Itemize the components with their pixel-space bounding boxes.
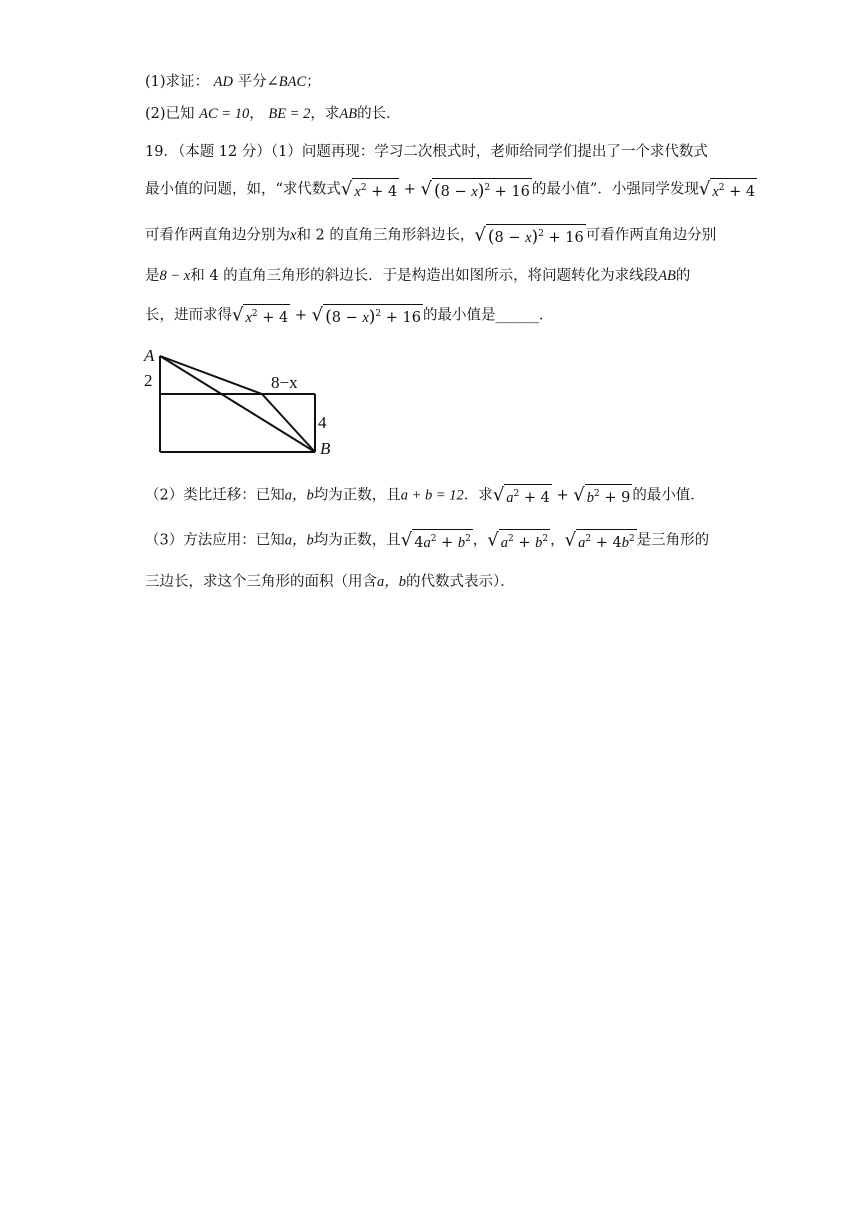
label-b: B bbox=[320, 439, 331, 458]
sqrt-a2-b2: √ $a^2 + b^2$ bbox=[487, 529, 549, 551]
label-a: A bbox=[144, 346, 155, 365]
q19-part3-tail: 是三角形的 bbox=[636, 532, 710, 549]
q19-line3-mid: 和 2 的直角三角形斜边长， bbox=[296, 227, 475, 244]
sqrt-x2-4-c: √ $x^2 + 4$ bbox=[232, 304, 289, 326]
q19-line4-tail: 的 bbox=[675, 268, 691, 284]
q19-part3-comma-2: ， bbox=[550, 532, 565, 549]
sqrt-4a2-b2: √ $4a^2 + b^2$ bbox=[400, 529, 471, 551]
sqrt-8-x-16: √ $(8 - x)^2 + 16$ bbox=[420, 178, 530, 201]
q18-ab: AB bbox=[339, 106, 358, 122]
q19-part2-ab: a，b bbox=[284, 487, 314, 504]
sqrt-b2-9: √ $b^2 + 9$ bbox=[573, 484, 631, 506]
q19-line5-pre: 长，进而求得 bbox=[145, 307, 232, 324]
q18-ac-eq: AC = 10 bbox=[199, 106, 250, 122]
q19-line3-tail: 可看作两直角边分别 bbox=[585, 227, 717, 244]
q18-part1-tail: ； bbox=[306, 74, 321, 90]
q18-part2-sep: ， bbox=[249, 106, 264, 122]
q19-header bbox=[145, 142, 708, 162]
sqrt-8-x-16-c: √ $(8 - x)^2 + 16$ bbox=[311, 304, 421, 327]
q18-bisects: 平分∠ bbox=[237, 74, 279, 90]
q19-header-text: 19．（本题 12 分）（1）问题再现：学习二次根式时，老师给同学们提出了一个求代数式 bbox=[145, 144, 708, 160]
q18-bac: BAC bbox=[278, 74, 307, 90]
q18-be-eq: BE = 2 bbox=[268, 106, 311, 122]
q19-part3-comma-1: ， bbox=[472, 532, 488, 549]
q19-line2-mid: 的最小值”．小强同学发现 bbox=[531, 181, 699, 198]
label-4: 4 bbox=[318, 413, 327, 432]
q19-line3 bbox=[145, 224, 716, 247]
q19-line3-x: x bbox=[290, 227, 297, 244]
q19-part3-line2-tail: 的代数式表示）． bbox=[406, 574, 515, 590]
q19-line2-pre: 最小值的问题，如，“求代数式 bbox=[145, 181, 341, 198]
q19-line4-pre: 是 bbox=[145, 268, 160, 284]
sqrt-8-x-16-b: √ $(8 - x)^2 + 16$ bbox=[474, 224, 584, 247]
q19-part3-ab: a，b bbox=[284, 532, 314, 549]
q19-part2-ask: ．求 bbox=[463, 487, 493, 504]
sqrt-a2-4: √ $a^2 + 4$ bbox=[492, 484, 550, 506]
sqrt-a2-4b2: √ $a^2 + 4b^2$ bbox=[564, 529, 635, 551]
label-8-minus-x: 8−x bbox=[271, 373, 298, 392]
q19-line4-expr: 8 − x bbox=[159, 268, 191, 284]
q19-part3-line2-pre: 三边长，求这个三角形的面积（用含 bbox=[145, 574, 377, 590]
q18-ad: AD bbox=[213, 74, 233, 90]
q18-part2-label: (2)已知 bbox=[145, 106, 195, 122]
q19-line4-mid: 和 4 的直角三角形的斜边长．于是构造出如图所示，将问题转化为求线段 bbox=[190, 268, 659, 284]
q18-part1 bbox=[145, 72, 321, 92]
q19-part3 bbox=[145, 529, 709, 552]
q19-line4-ab: AB bbox=[658, 268, 676, 284]
q19-part2: （2）类比迁移：已知a，b均为正数，且a + b = 12．求√ $a^2 + 4$ + √ $b^2 + 9$ 的最小值． bbox=[145, 484, 705, 506]
q19-line4 bbox=[145, 266, 690, 286]
label-2: 2 bbox=[144, 371, 153, 390]
q18-part1-label: (1)求证： bbox=[145, 74, 210, 90]
q19-part3-pre: （3）方法应用：已知 bbox=[145, 532, 285, 549]
segment-ab bbox=[160, 356, 315, 452]
q19-part2-mid: 均为正数，且 bbox=[313, 487, 401, 504]
q19-part3-line2-ab: a，b bbox=[377, 574, 406, 590]
q18-part2 bbox=[145, 104, 401, 124]
sqrt-x2-4-b: √ $x^2 + 4$ bbox=[698, 178, 756, 200]
q19-line3-pre: 可看作两直角边分别为 bbox=[145, 227, 290, 244]
q18-part2-end: 的长． bbox=[357, 106, 401, 122]
q19-part2-pre: （2）类比迁移：已知 bbox=[145, 487, 285, 504]
q19-part3-mid: 均为正数，且 bbox=[313, 532, 401, 549]
geometry-figure bbox=[140, 342, 340, 460]
q19-part2-tail: 的最小值． bbox=[632, 487, 705, 504]
q19-line2: 最小值的问题，如，“求代数式√ $x^2 + 4$ + √ $(8 - x)^2 + 16$ 的最小值”．小强同学发现√ $x^2 + 4$ bbox=[145, 178, 756, 201]
q19-line5-tail: 的最小值是______． bbox=[422, 307, 554, 324]
q19-part2-sum: a + b = 12 bbox=[400, 487, 464, 504]
q18-part2-tail: ，求 bbox=[310, 106, 340, 122]
q19-part3-line2 bbox=[145, 572, 515, 592]
q19-line5: 长，进而求得√ $x^2 + 4$ + √ $(8 - x)^2 + 16$ 的最小值是______． bbox=[145, 304, 554, 327]
sqrt-x2-4: √ $x^2 + 4$ bbox=[340, 178, 398, 200]
